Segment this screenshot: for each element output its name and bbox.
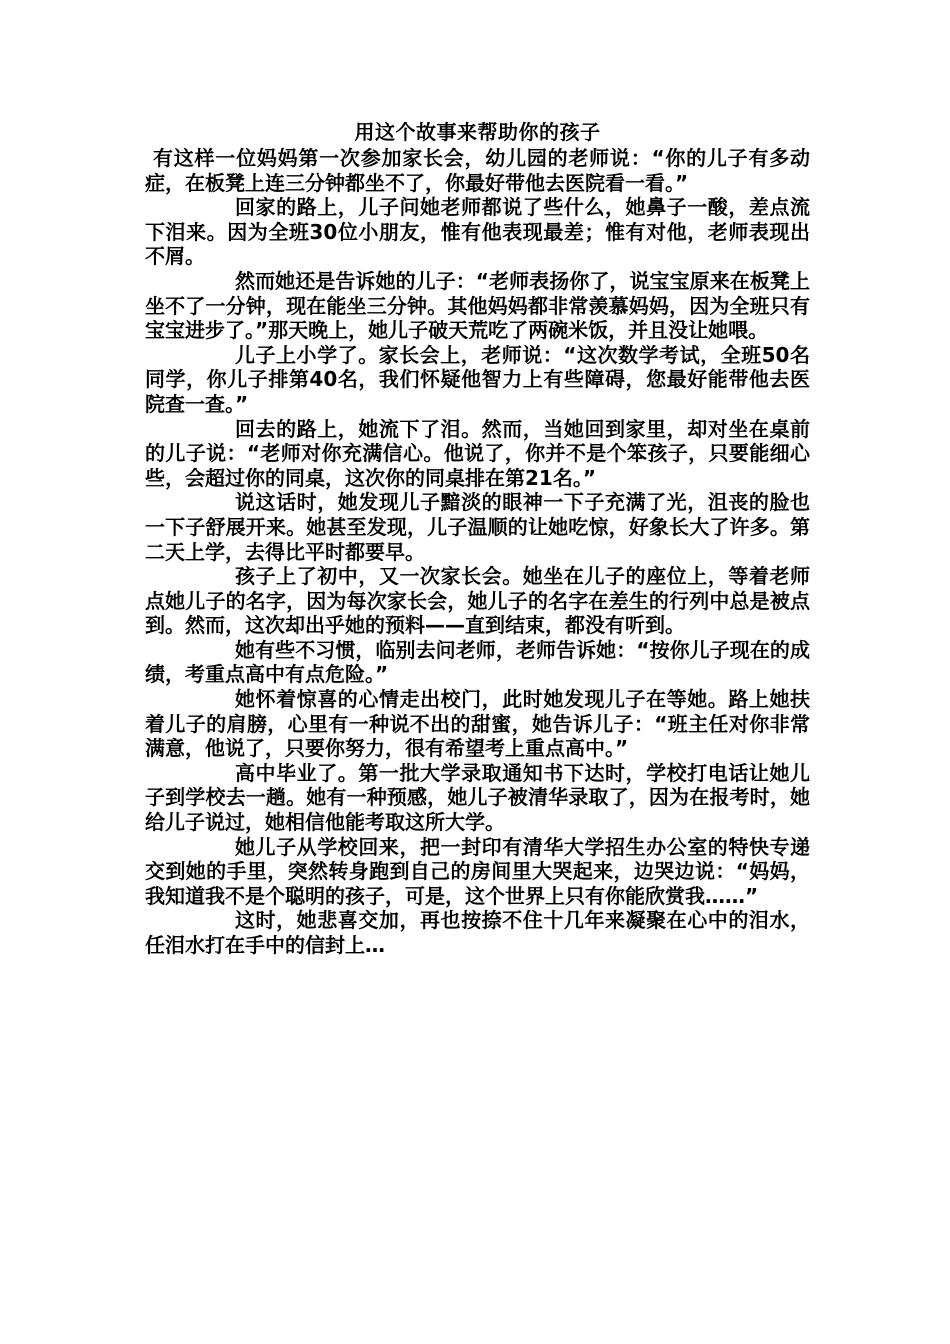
- paragraph: 说这话时，她发现儿子黯淡的眼神一下子充满了光，沮丧的脸也一下子舒展开来。她甚至发现，儿子温顺的让她吃惊，好象长大了许多。第二天上学，去得比平时都要早。: [145, 490, 810, 564]
- paragraph: 回去的路上，她流下了泪。然而，当她回到家里，却对坐在桌前的儿子说：“老师对你充满信心。他说了，你并不是个笨孩子，只要能细心些，会超过你的同桌，这次你的同桌排在第21名。”: [145, 416, 810, 490]
- paragraph: 这时，她悲喜交加，再也按捺不住十几年来凝聚在心中的泪水，任泪水打在手中的信封上…: [145, 908, 810, 957]
- paragraph: 有这样一位妈妈第一次参加家长会，幼儿园的老师说：“你的儿子有多动症，在板凳上连三分钟都坐不了，你最好带他去医院看一看。”: [145, 146, 810, 195]
- paragraph: 儿子上小学了。家长会上，老师说：“这次数学考试，全班50名同学，你儿子排第40名，我们怀疑他智力上有些障碍，您最好能带他去医院查一查。”: [145, 342, 810, 416]
- paragraph: 她儿子从学校回来，把一封印有清华大学招生办公室的特快专递交到她的手里，突然转身跑到自己的房间里大哭起来，边哭边说：“妈妈，我知道我不是个聪明的孩子，可是，这个世界上只有你能欣赏我……”: [145, 834, 810, 908]
- paragraph: 她有些不习惯，临别去问老师，老师告诉她：“按你儿子现在的成绩，考重点高中有点危险。”: [145, 637, 810, 687]
- paragraph: 高中毕业了。第一批大学录取通知书下达时，学校打电话让她儿子到学校去一趟。她有一种预感，她儿子被清华录取了，因为在报考时，她给儿子说过，她相信他能考取这所大学。: [145, 760, 810, 835]
- paragraph: 孩子上了初中，又一次家长会。她坐在儿子的座位上，等着老师点她儿子的名字，因为每次家长会，她儿子的名字在差生的行列中总是被点到。然而，这次却出乎她的预料——直到结束，都没有听到。: [145, 564, 810, 638]
- document-page: [145, 118, 810, 958]
- paragraph: 她怀着惊喜的心情走出校门，此时她发现儿子在等她。路上她扶着儿子的肩膀，心里有一种说不出的甜蜜，她告诉儿子：“班主任对你非常满意，他说了，只要你努力，很有希望考上重点高中。”: [145, 687, 810, 761]
- paragraph: 然而她还是告诉她的儿子：“老师表扬你了，说宝宝原来在板凳上坐不了一分钟，现在能坐三分钟。其他妈妈都非常羡慕妈妈，因为全班只有宝宝进步了。”那天晚上，她儿子破天荒吃了两碗米饭，并且没让她喂。: [145, 268, 810, 343]
- paragraph: 回家的路上，儿子问她老师都说了些什么，她鼻子一酸，差点流下泪来。因为全班30位小朋友，惟有他表现最差；惟有对他，老师表现出不屑。: [145, 195, 810, 269]
- document-title: 用这个故事来帮助你的孩子: [354, 120, 601, 144]
